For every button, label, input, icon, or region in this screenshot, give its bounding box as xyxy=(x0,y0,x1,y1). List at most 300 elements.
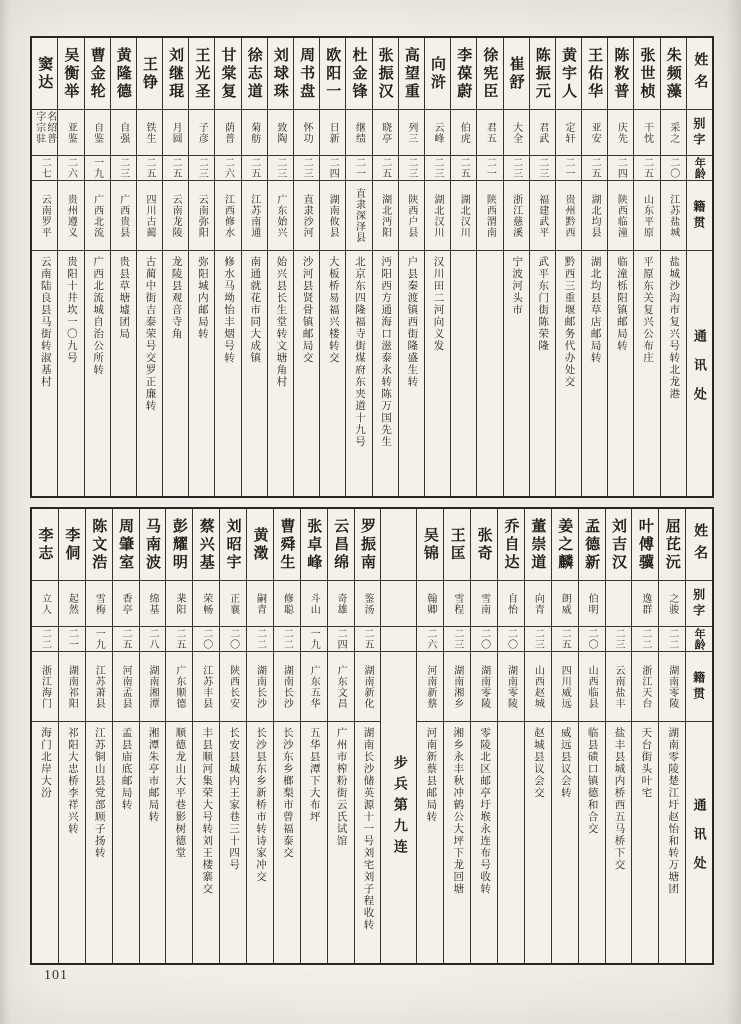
entry-native-cell xyxy=(301,652,327,722)
entry-name-cell xyxy=(661,38,686,110)
entry-zi-cell xyxy=(634,110,659,156)
entry-native-cell xyxy=(451,181,476,251)
divider-empty-cell xyxy=(381,627,416,652)
entry-name-cell xyxy=(606,509,632,581)
entry-age: 二三 xyxy=(612,628,624,650)
entry-age: 二八 xyxy=(147,628,158,650)
entry-zi-cell xyxy=(632,581,658,627)
entry-native-cell xyxy=(659,652,685,722)
entry-native-cell xyxy=(32,181,57,251)
roster-entry-column xyxy=(345,38,371,496)
entry-native: 江苏萧县 xyxy=(93,664,105,709)
entry-age-cell xyxy=(193,627,219,652)
entry-age: 二六 xyxy=(222,157,234,179)
entry-native: 河南孟县 xyxy=(120,664,132,709)
entry-zi: 致陶 xyxy=(274,121,286,144)
entry-zi-cell xyxy=(525,581,551,627)
entry-native-cell xyxy=(220,652,246,722)
entry-native: 湖南长沙 xyxy=(254,664,266,709)
entry-age-cell xyxy=(268,156,293,181)
entry-address-cell xyxy=(113,722,139,963)
entry-native: 江苏南通 xyxy=(248,193,260,238)
entry-native-cell xyxy=(632,652,658,722)
entry-native-cell xyxy=(582,181,607,251)
entry-zi: 自鉴 xyxy=(91,121,103,144)
entry-address-cell xyxy=(58,251,83,496)
entry-name-cell xyxy=(242,38,267,110)
entry-zi-cell xyxy=(498,581,524,627)
roster-entry-column xyxy=(497,509,524,963)
entry-age: 二三 xyxy=(196,157,208,179)
entry-age: 二三 xyxy=(532,628,544,650)
entry-native: 浙江慈溪 xyxy=(510,193,522,238)
entry-age: 二一 xyxy=(353,157,365,179)
entry-age: 二五 xyxy=(362,628,373,650)
entry-name-cell xyxy=(579,509,605,581)
entry-name: 刘吉汉 xyxy=(609,517,626,572)
entry-age: 二五 xyxy=(248,157,260,179)
entry-age: 二五 xyxy=(458,157,470,179)
entry-zi-cell xyxy=(189,110,214,156)
entry-name: 王佑华 xyxy=(586,46,603,101)
entry-native-cell xyxy=(346,181,371,251)
entry-zi-cell xyxy=(504,110,529,156)
entry-native: 江苏盐城 xyxy=(667,193,679,238)
entry-name-cell xyxy=(215,38,240,110)
entry-name: 周书盘 xyxy=(298,46,315,101)
entry-native: 浙江海门 xyxy=(39,664,51,709)
entry-zi: 香亭 xyxy=(120,592,132,615)
header-zi-label: 别字 xyxy=(691,116,706,149)
entry-address: 武平东门街陈荣隆 xyxy=(537,256,549,352)
entry-age-cell xyxy=(451,156,476,181)
entry-age-cell xyxy=(399,156,424,181)
entry-native: 广东始兴 xyxy=(274,193,286,238)
entry-name: 杜金锋 xyxy=(350,46,367,101)
entry-age: 二五 xyxy=(173,628,185,650)
entry-zi: 翰卿 xyxy=(424,592,436,615)
entry-zi-cell xyxy=(471,581,497,627)
divider-empty-cell xyxy=(381,581,416,627)
entry-address-cell xyxy=(579,722,605,963)
roster-entry-column xyxy=(424,38,450,496)
roster-entry-column xyxy=(165,509,192,963)
entry-zi: 鉴汤 xyxy=(362,592,373,615)
entry-name-cell xyxy=(189,38,214,110)
roster-table-bottom xyxy=(30,507,714,965)
entry-name-cell xyxy=(140,509,166,581)
entry-address-cell xyxy=(163,251,188,496)
entry-native-cell xyxy=(328,652,354,722)
entry-zi-cell xyxy=(582,110,607,156)
entry-age-cell xyxy=(425,156,450,181)
entry-address-cell xyxy=(399,251,424,496)
entry-zi: 绵基 xyxy=(147,592,158,615)
entry-address-cell xyxy=(355,722,381,963)
entry-age: 二五 xyxy=(120,628,132,650)
roster-entry-column xyxy=(605,509,632,963)
entry-native-cell xyxy=(608,181,633,251)
header-cell-native xyxy=(687,181,712,251)
entry-native: 云南弥阳 xyxy=(196,193,208,238)
entry-native-cell xyxy=(166,652,192,722)
entry-zi: 起然 xyxy=(66,592,78,615)
entry-address-cell xyxy=(86,722,112,963)
entry-native: 陕西渭南 xyxy=(484,193,496,238)
company-divider-column xyxy=(380,509,416,963)
entry-name: 孟德新 xyxy=(583,517,600,572)
entry-zi-cell xyxy=(86,581,112,627)
entry-name: 黄宇人 xyxy=(559,46,576,101)
entry-age: 二〇 xyxy=(667,157,679,179)
entry-native-cell xyxy=(85,181,110,251)
entry-native: 湖北汉川 xyxy=(432,193,444,238)
entry-age-cell xyxy=(477,156,502,181)
entry-zi-cell xyxy=(32,581,58,627)
entry-name: 周肇室 xyxy=(117,517,134,572)
entry-age: 二二 xyxy=(639,628,651,650)
entry-name: 屈芘沅 xyxy=(663,517,680,572)
entry-zi: 向青 xyxy=(532,592,544,615)
entry-native: 湖北沔阳 xyxy=(379,193,391,238)
entry-name: 罗振南 xyxy=(359,517,375,572)
entry-native: 云南龙陵 xyxy=(170,193,182,238)
entry-age-cell xyxy=(301,627,327,652)
entry-address: 弥阳城内邮局转 xyxy=(196,256,208,340)
entry-native-cell xyxy=(498,652,524,722)
entry-address-cell xyxy=(328,722,354,963)
entry-name: 吴锦 xyxy=(421,526,438,563)
roster-entry-column xyxy=(398,38,424,496)
entry-address: 湘潭朱亭市邮局转 xyxy=(147,727,159,823)
entry-zi: 奇雄 xyxy=(335,592,347,615)
entry-native-cell xyxy=(552,652,578,722)
entry-address-cell xyxy=(471,722,497,963)
entry-address: 云南陆良县马街转淑基村 xyxy=(39,256,51,388)
entry-native: 江苏丰县 xyxy=(200,664,212,709)
entry-age: 二〇 xyxy=(586,628,598,650)
entry-native: 贵州遵义 xyxy=(65,193,77,238)
entry-address: 河南新蔡县邮局转 xyxy=(425,727,437,823)
entry-name-cell xyxy=(268,38,293,110)
entry-native: 直隶深泽县 xyxy=(353,188,365,243)
entry-name-cell xyxy=(294,38,319,110)
header-addr-label: 通讯处 xyxy=(691,797,707,885)
entry-native: 湖南零陵 xyxy=(478,664,490,709)
roster-entry-column xyxy=(84,38,110,496)
entry-age: 二〇 xyxy=(478,628,490,650)
entry-native: 湖南湘乡 xyxy=(451,664,463,709)
entry-native: 湖南长沙 xyxy=(281,664,293,709)
entry-name-cell xyxy=(274,509,300,581)
entry-age-cell xyxy=(320,156,345,181)
entry-name-cell xyxy=(451,38,476,110)
entry-native-cell xyxy=(274,652,300,722)
entry-name-cell xyxy=(582,38,607,110)
entry-native-cell xyxy=(661,181,686,251)
entry-native: 广东文昌 xyxy=(335,664,347,709)
entry-address-cell xyxy=(274,722,300,963)
entry-native: 广东五华 xyxy=(308,664,320,709)
entry-age-cell xyxy=(346,156,371,181)
entry-age: 二三 xyxy=(405,157,417,179)
entry-native: 四川威远 xyxy=(559,664,571,709)
entry-age-cell xyxy=(215,156,240,181)
roster-entry-column xyxy=(32,38,57,496)
roster-entry-column xyxy=(293,38,319,496)
roster-entry-column xyxy=(192,509,219,963)
entry-name: 甘棠复 xyxy=(219,46,236,101)
entry-age: 二二 xyxy=(666,628,678,650)
entry-age-cell xyxy=(417,627,443,652)
header-column xyxy=(686,38,712,496)
entry-name: 徐志道 xyxy=(245,46,262,101)
entry-native-cell xyxy=(530,181,555,251)
entry-address-cell xyxy=(498,722,524,963)
entry-native: 湖北均县 xyxy=(589,193,601,238)
entry-zi: 月圆 xyxy=(170,121,182,144)
entry-zi: 君武 xyxy=(536,121,548,144)
entry-address-cell xyxy=(606,722,632,963)
entry-zi: 自怡 xyxy=(505,592,517,615)
entry-native-cell xyxy=(247,652,273,722)
entry-name: 曹金轮 xyxy=(88,46,105,101)
header-cell-name xyxy=(687,38,712,110)
entry-name-cell xyxy=(425,38,450,110)
entry-address-cell xyxy=(193,722,219,963)
roster-entry-column xyxy=(503,38,529,496)
entry-name: 李志 xyxy=(36,526,53,563)
roster-entry-column xyxy=(529,38,555,496)
entry-age-cell xyxy=(579,627,605,652)
entry-native-cell xyxy=(32,652,58,722)
entry-age-cell xyxy=(58,156,83,181)
entry-address-cell xyxy=(166,722,192,963)
entry-native: 湖南零陵 xyxy=(505,664,517,709)
entry-native-cell xyxy=(477,181,502,251)
entry-native: 湖南湘潭 xyxy=(147,664,158,709)
entry-address-cell xyxy=(32,251,57,496)
entry-native-cell xyxy=(86,652,112,722)
roster-entry-column xyxy=(633,38,659,496)
entry-zi: 嗣青 xyxy=(254,592,266,615)
entry-address-cell xyxy=(301,722,327,963)
header-cell-zi xyxy=(686,581,712,627)
entry-address: 修水马坳怡丰烟号转 xyxy=(223,256,235,364)
entry-age: 二四 xyxy=(335,628,347,650)
entry-name: 张卓峰 xyxy=(305,517,322,572)
entry-zi: 棐阳 xyxy=(173,592,185,615)
entry-name: 董崇道 xyxy=(529,517,546,572)
entry-name: 王铮 xyxy=(140,55,157,92)
entry-address-cell xyxy=(632,722,658,963)
entry-address: 平原东关复兴公布庄 xyxy=(642,256,654,364)
roster-entry-column xyxy=(58,509,85,963)
entry-zi: 云峰 xyxy=(432,121,444,144)
entry-age: 二四 xyxy=(327,157,339,179)
entry-age: 二三 xyxy=(536,157,548,179)
entry-native-cell xyxy=(444,652,470,722)
entry-address: 贵阳十井坎一〇九号 xyxy=(65,256,77,364)
header-native-label: 籍贯 xyxy=(691,199,706,232)
entry-age: 二二 xyxy=(39,628,51,650)
entry-address-cell xyxy=(582,251,607,496)
entry-name-cell xyxy=(552,509,578,581)
entry-address: 五华县潭下大布坪 xyxy=(308,727,320,823)
entry-name-cell xyxy=(471,509,497,581)
entry-address: 南通就花市同大成镇 xyxy=(249,256,261,364)
entry-age: 二七 xyxy=(39,157,51,179)
entry-address: 古蔺中街吉泰荣号交罗正廉转 xyxy=(144,256,156,412)
entry-age-cell xyxy=(498,627,524,652)
entry-name: 陈文浩 xyxy=(90,517,107,572)
entry-age-cell xyxy=(556,156,581,181)
entry-name: 陈敉普 xyxy=(612,46,629,101)
entry-name-cell xyxy=(525,509,551,581)
entry-age: 二四 xyxy=(615,157,627,179)
entry-address: 汉川田二河向义发 xyxy=(432,256,444,352)
entry-native: 山东平原 xyxy=(641,193,653,238)
entry-address: 宁波河头市 xyxy=(511,256,523,316)
entry-zi-cell xyxy=(247,581,273,627)
entry-native: 陕西临潼 xyxy=(615,193,627,238)
entry-zi: 子彦 xyxy=(196,121,208,144)
entry-name-cell xyxy=(659,509,685,581)
company-divider-label-cell xyxy=(381,652,416,963)
entry-native: 福建武平 xyxy=(536,193,548,238)
entry-zi-cell xyxy=(355,581,381,627)
entry-native-cell xyxy=(113,652,139,722)
roster-entry-column xyxy=(476,38,502,496)
entry-zi-cell xyxy=(608,110,633,156)
entry-zi-cell xyxy=(59,581,85,627)
entry-age-cell xyxy=(582,156,607,181)
entry-name: 高望重 xyxy=(402,46,419,101)
entry-zi: 雪程 xyxy=(451,592,463,615)
entry-age-cell xyxy=(140,627,166,652)
header-cell-zi xyxy=(687,110,712,156)
entry-zi: 亚安 xyxy=(589,121,601,144)
entry-address: 广州市榨粉街云氏试馆 xyxy=(335,727,347,847)
entry-address: 大板桥易福兴楼转交 xyxy=(327,256,339,364)
entry-name-cell xyxy=(504,38,529,110)
entry-name-cell xyxy=(86,509,112,581)
entry-age-cell xyxy=(471,627,497,652)
header-age-label: 年龄 xyxy=(693,628,706,650)
entry-zi: 正襄 xyxy=(227,592,239,615)
header-column xyxy=(685,509,712,963)
roster-entry-column xyxy=(631,509,658,963)
entry-name-cell xyxy=(85,38,110,110)
entry-native: 山西赵城 xyxy=(532,664,544,709)
entry-address: 贵县草塘墟团局 xyxy=(118,256,130,340)
entry-age: 二六 xyxy=(65,157,77,179)
entry-name: 刘昭宇 xyxy=(224,517,241,572)
roster-entry-column xyxy=(57,38,83,496)
entry-native: 直隶沙河 xyxy=(301,193,313,238)
entry-address: 龙陵县观音寺角 xyxy=(170,256,182,340)
entry-address: 北京东四隆福寺街煤府东夹道十九号 xyxy=(353,256,365,448)
entry-name-cell xyxy=(220,509,246,581)
entry-native: 湖南零陵 xyxy=(666,664,678,709)
entry-zi-cell xyxy=(328,581,354,627)
entry-zi-cell xyxy=(552,581,578,627)
entry-age-cell xyxy=(606,627,632,652)
entry-zi-cell xyxy=(215,110,240,156)
entry-age-cell xyxy=(137,156,162,181)
entry-zi-cell xyxy=(242,110,267,156)
entry-native: 浙江天台 xyxy=(639,664,651,709)
entry-age-cell xyxy=(59,627,85,652)
entry-name: 马南波 xyxy=(144,517,160,572)
entry-zi: 大全 xyxy=(510,121,522,144)
entry-zi-cell xyxy=(417,581,443,627)
roster-entry-column xyxy=(607,38,633,496)
entry-zi: 伯明 xyxy=(586,592,598,615)
entry-zi: 列三 xyxy=(405,121,417,144)
entry-zi: 庆先 xyxy=(615,121,627,144)
entry-age-cell xyxy=(661,156,686,181)
entry-name-cell xyxy=(608,38,633,110)
roster-entry-column xyxy=(327,509,354,963)
entry-native-cell xyxy=(373,181,398,251)
entry-zi-cell xyxy=(193,581,219,627)
entry-address: 顺德龙山大平巷影树德堂 xyxy=(174,727,186,859)
entry-name-cell xyxy=(556,38,581,110)
entry-native-cell xyxy=(525,652,551,722)
entry-age-cell xyxy=(189,156,214,181)
entry-address-cell xyxy=(137,251,162,496)
entry-name-cell xyxy=(163,38,188,110)
divider-empty-cell xyxy=(381,509,416,581)
entry-zi: 菊舫 xyxy=(248,121,260,144)
entry-age: 二〇 xyxy=(200,628,212,650)
entry-name: 吴衡举 xyxy=(62,46,79,101)
entry-address-cell xyxy=(661,251,686,496)
entry-age: 二二 xyxy=(254,628,266,650)
entry-address-cell xyxy=(425,251,450,496)
header-name-label: 姓名 xyxy=(692,51,708,96)
entry-native-cell xyxy=(417,652,443,722)
roster-entry-column xyxy=(658,509,685,963)
entry-age-cell xyxy=(552,627,578,652)
entry-age-cell xyxy=(86,627,112,652)
entry-age-cell xyxy=(32,156,57,181)
roster-entry-column xyxy=(32,509,58,963)
roster-entry-column xyxy=(443,509,470,963)
entry-name-cell xyxy=(346,38,371,110)
entry-address: 湖南长沙储英源十一号刘宅刘子程收转 xyxy=(362,727,374,931)
header-addr-label: 通讯处 xyxy=(691,328,707,416)
entry-name-cell xyxy=(193,509,219,581)
entry-zi-cell xyxy=(659,581,685,627)
entry-zi-cell xyxy=(301,581,327,627)
entry-zi: 铁生 xyxy=(143,121,155,144)
entry-address: 湖北均县草店邮局转 xyxy=(589,256,601,364)
entry-address-cell xyxy=(268,251,293,496)
entry-zi-cell xyxy=(111,110,136,156)
entry-name: 彭耀明 xyxy=(170,517,187,572)
entry-name-cell xyxy=(498,509,524,581)
entry-zi: 荫普 xyxy=(222,121,234,144)
entry-zi-cell xyxy=(320,110,345,156)
entry-name-cell xyxy=(59,509,85,581)
entry-age: 二一 xyxy=(66,628,78,650)
entry-age: 二三 xyxy=(117,157,129,179)
entry-address-cell xyxy=(247,722,273,963)
entry-name: 王匡 xyxy=(448,526,465,563)
entry-address: 天台街头叶宅 xyxy=(640,727,652,799)
